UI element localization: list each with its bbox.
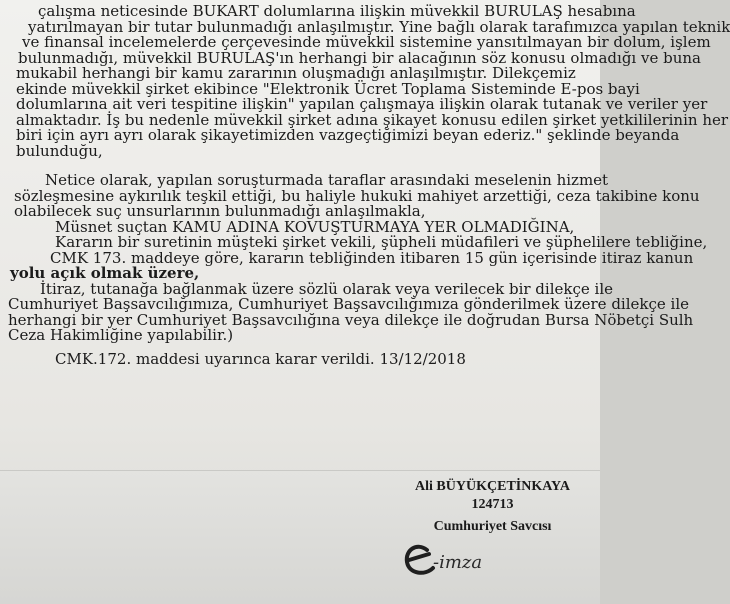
text-line: herhangi bir yer Cumhuriyet Başsavcılığına veya dilekçe ile doğrudan Bursa Nöbetçi Sulh xyxy=(8,310,694,329)
text-line: Cumhuriyet Başsavcılığımıza, Cumhuriyet Başsavcılığımıza gönderilmek üzere dilekçe ile xyxy=(8,295,690,313)
text-line: yatırılmayan bir tutar bulunmadığı anlaşılmıştır. Yine bağlı olarak tarafımızca yapılan teknik xyxy=(28,17,730,36)
svg-text:-imza: -imza xyxy=(433,552,483,573)
text-line: sözleşmesine aykırılık teşkil ettiği, bu haliyle hukuki mahiyet arzettiği, ceza takibine konu xyxy=(14,186,700,205)
text-line: almaktadır. İş bu nedenle müvekkil şirket adına şikayet konusu edilen şirket yetkililerinin her xyxy=(16,110,729,129)
text-line-bold: yolu açık olmak üzere, xyxy=(10,264,200,282)
text-line: Ceza Hakimliğine yapılabilir.) xyxy=(8,326,234,344)
text-line: biri için ayrı ayrı olarak şikayetimizden vazgeçtiğimizi beyan ederiz." şeklinde beyanda xyxy=(16,126,680,144)
text-line: ve finansal incelemelerde çerçevesinde müvekkil sistemine yansıtılmayan bir dolum, işlem xyxy=(22,33,711,51)
signature-block xyxy=(415,478,570,536)
text-line: CMK.172. maddesi uyarınca karar verildi. 13/12/2018 xyxy=(55,349,466,368)
text-line: çalışma neticesinde BUKART dolumlarına ilişkin müvekkil BURULAŞ hesabına xyxy=(38,2,636,20)
text-line: bulunmadığı, müvekkil BURULAŞ'ın herhangi bir alacağının söz konusu olmadığı ve buna xyxy=(18,48,701,67)
text-line: Netice olarak, yapılan soruşturmada taraflar arasındaki meselenin hizmet xyxy=(45,171,609,189)
text-line: CMK 173. maddeye göre, kararın tebliğinden itibaren 15 gün içerisinde itiraz kanun xyxy=(50,248,694,267)
text-line: İtiraz, tutanağa bağlanmak üzere sözlü olarak veya verilecek bir dilekçe ile xyxy=(40,279,613,298)
text-line: dolumlarına ait veri tespitine ilişkin" yapılan çalışmaya ilişkin olarak tutanak ve veriler yer xyxy=(16,95,708,113)
document-body xyxy=(0,2,730,368)
text-line: bulunduğu, xyxy=(16,141,103,160)
e-imza-logo xyxy=(399,532,509,582)
text-line: olabilecek suç unsurlarının bulunmadığı anlaşılmakla, xyxy=(14,202,426,220)
text-line: mukabil herhangi bir kamu zararının oluşmadığı anlaşılmıştır. Dilekçemiz xyxy=(16,64,576,82)
text-line: ekinde müvekkil şirket ekibince "Elektronik Ücret Toplama Sisteminde E-pos bayi xyxy=(16,79,640,98)
text-line: Müsnet suçtan KAMU ADINA KOVUŞTURMAYA YER OLMADIĞINA, xyxy=(55,217,575,236)
signer-title: Cumhuriyet Savcısı xyxy=(433,519,552,534)
signer-number: 124713 xyxy=(471,497,514,512)
text-line: Kararın bir suretinin müşteki şirket vekili, şüpheli müdafileri ve şüphelilere tebliğine, xyxy=(55,233,708,251)
signer-name: Ali BÜYÜKÇETİNKAYA xyxy=(415,479,570,494)
